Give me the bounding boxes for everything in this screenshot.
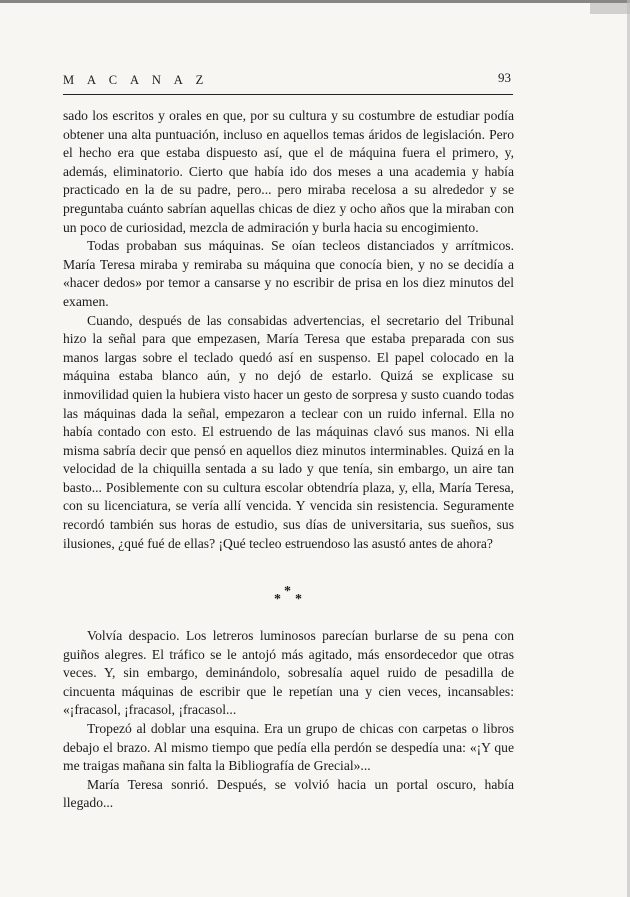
section-break-asterisks [265, 584, 315, 614]
paragraph: sado los escritos y orales en que, por su cultura y su costumbre de estudiar podía obtener una alta puntuación, incluso en aquellos temas áridos de legislación. Pero el hecho era que estaba dispuesto así, que el de máquina fuera el primero, y, además, eliminatorio. Cierto que había ido dos meses a una academia y había practicado en la de su padre, pero... pero miraba recelosa a su alrededor y se preguntaba cuánto sabrían aquellas chicas de diez y ocho años que la miraban con un poco de curiosidad, mezcla de admiración y burla hacia su encogimiento. [63, 108, 514, 235]
asterisk: * [295, 592, 302, 607]
scan-top-edge [0, 0, 630, 3]
asterisk: * [284, 584, 291, 599]
paragraph: Volvía despacio. Los letreros luminosos parecían burlarse de su pena con guiños alegres. El tráfico se le antojó más agitado, más ensordecedor que otras veces. Y, sin embargo, deminándolo, sobresalía aquel ruido de pesadilla de cincuenta máquinas de escribir que le repetían una y cien veces, incansables: «¡fracasol, ¡fracasol, ¡fracasol... [63, 628, 514, 718]
running-head: M A C A N A Z [63, 73, 209, 87]
paragraph: Tropezó al doblar una esquina. Era un grupo de chicas con carpetas o libros debajo el brazo. Al mismo tiempo que pedía ella perdón se despedía una: «¡Y que me traigas mañana sin falta la Bibliografía de Grecial»... [63, 720, 514, 774]
paragraph: Todas probaban sus máquinas. Se oían tecleos distanciados y arrítmicos. María Teresa miraba y remiraba su máquina que conocía bien, y no se decidía a «hacer dedos» por temor a cansarse y no escribir de prisa en los diez minutos del examen. [63, 238, 514, 309]
paragraph: María Teresa sonrió. Después, se volvió hacia un portal oscuro, había llegado... [63, 776, 514, 811]
paragraph: Cuando, después de las consabidas advertencias, el secretario del Tribunal hizo la señal para que empezasen, María Teresa que estaba preparada con sus manos largas sobre el teclado quedó así en suspenso. El papel colocado en la máquina estaba blanco aún, y no dejó de estarlo. Quizá se explicase su inmovilidad quien la hubiera visto hacer un gesto de sorpresa y susto cuando todas las máquinas dada la señal, empezaron a teclear con un ruido infernal. Ella no había contado con esto. El estruendo de las máquinas clavó sus manos. Ni ella misma sabría decir que pensó en aquellos diez minutos interminables. Quizá en la velocidad de la chiquilla sentada a su lado y que tenía, sin embargo, un aire tan basto... Posiblemente con su cultura escolar obtendría plaza, y, ella, María Teresa, con su licenciatura, se vería allí vencida. Y vencida sin resistencia. Seguramente recordó también sus horas de estudio, sus días de universitaria, sus sueños, sus ilusiones, ¿qué fué de ellas? ¡Qué tecleo estruendoso las asustó antes de ahora? [63, 312, 514, 551]
text-block-one [63, 107, 514, 553]
text-block-two [63, 627, 514, 813]
scan-corner-shadow [590, 0, 630, 14]
asterisk: * [274, 592, 281, 607]
page-number: 93 [498, 70, 511, 85]
header-rule [63, 94, 513, 95]
